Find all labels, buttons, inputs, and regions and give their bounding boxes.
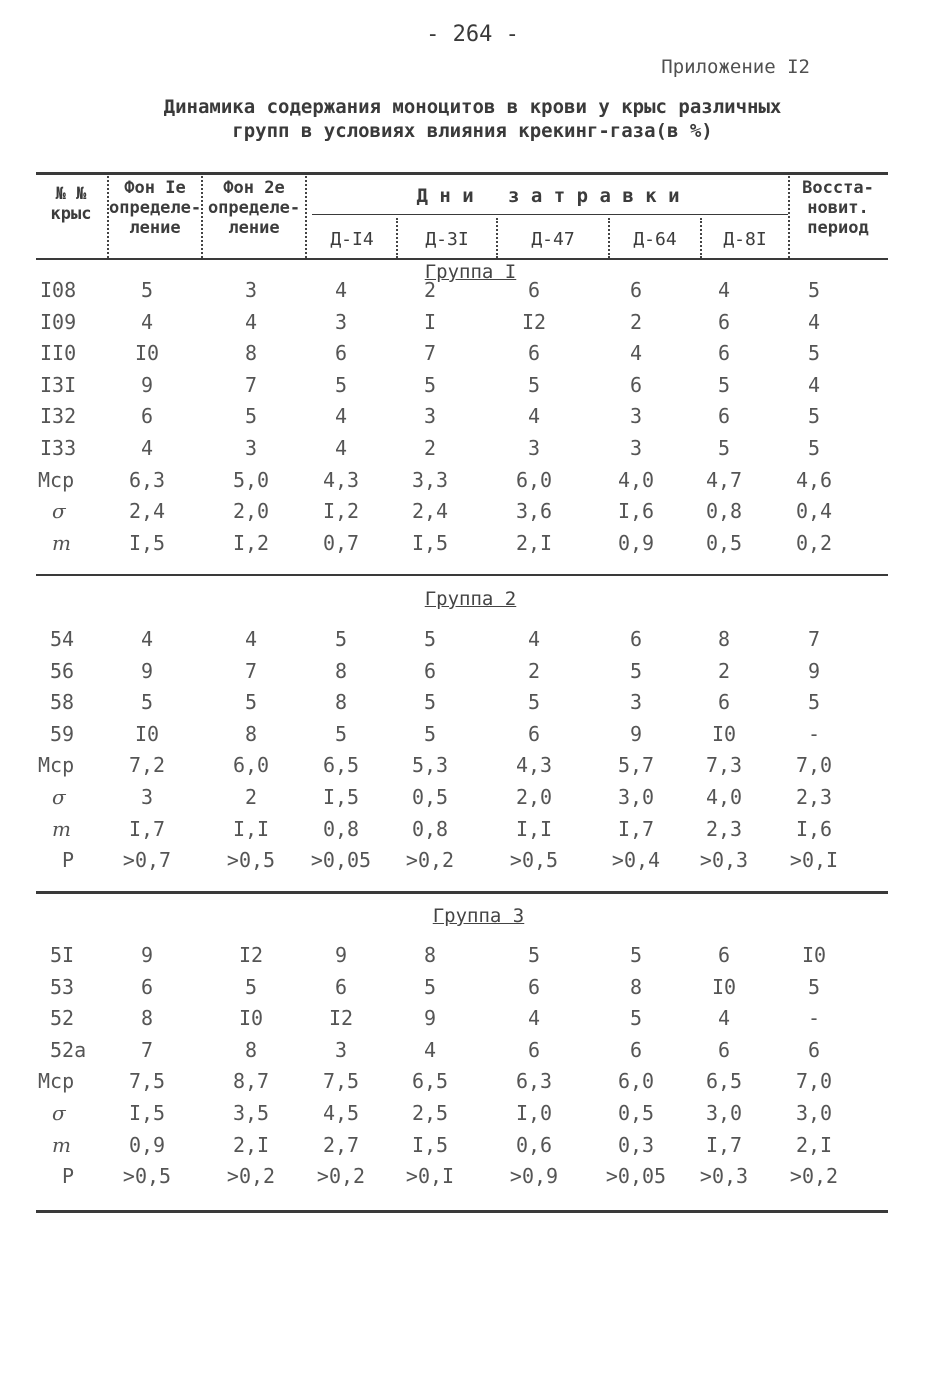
table-cell: 6,5 [322, 753, 360, 778]
table-cell: I0 [134, 341, 160, 366]
table-cell: 9 [423, 1006, 437, 1031]
table-row [0, 499, 945, 531]
table-cell: 0,5 [617, 1101, 655, 1125]
table-cell: 7 [807, 627, 821, 651]
table-cell: I0 [711, 974, 737, 999]
table-cell: 8 [334, 690, 348, 715]
table-cell: 3,0 [617, 785, 655, 809]
table-cell: 5 [807, 974, 821, 999]
table-row [0, 785, 945, 817]
table-cell: 2,5 [411, 1101, 449, 1125]
row-label: II0 [40, 341, 77, 366]
table-cell: 0,7 [322, 530, 360, 555]
table-cell: 4 [527, 627, 541, 651]
header-recovery-period: Восста- новит. период [802, 178, 874, 238]
group-3-title: Группа 3 [432, 905, 525, 927]
table-cell: 6 [717, 1037, 731, 1062]
row-label: σ [52, 499, 66, 524]
title-line-1: Динамика содержания моноцитов в крови у крыс различных [163, 96, 782, 118]
table-cell: 2,7 [322, 1132, 360, 1157]
header-fon-2: Фон 2е определе- ление [207, 178, 301, 238]
table-cell: 2,I [232, 1132, 270, 1157]
table-cell: 4,7 [705, 467, 743, 492]
header-top-rule [36, 172, 888, 175]
table-cell: 6 [140, 974, 154, 999]
table-cell: 4 [140, 436, 154, 460]
table-cell: 6 [527, 278, 541, 302]
table-cell: I0 [134, 721, 160, 746]
table-cell: 7,3 [705, 753, 743, 778]
table-row [0, 943, 945, 975]
table-cell: 5 [717, 372, 731, 397]
table-row [0, 659, 945, 691]
table-cell: 3 [244, 436, 258, 460]
table-row [0, 436, 945, 468]
table-row [0, 975, 945, 1007]
row-label: I3I [40, 372, 77, 397]
table-cell: 4 [807, 309, 821, 334]
table-cell: 2,4 [128, 499, 166, 524]
table-cell: 5 [423, 690, 437, 715]
table-cell: >0,I [789, 848, 839, 873]
table-cell: I2 [238, 943, 264, 967]
table-cell: 5 [334, 627, 348, 651]
table-cell: 0,8 [705, 499, 743, 524]
table-cell: 4,0 [617, 467, 655, 492]
table-cell: 4 [717, 1006, 731, 1031]
table-cell: 5 [807, 278, 821, 302]
row-label: σ [52, 1101, 66, 1125]
table-cell: 7,2 [128, 753, 166, 778]
table-cell: 6 [717, 309, 731, 334]
table-cell: I,5 [128, 1101, 166, 1125]
table-cell: 5 [334, 372, 348, 397]
row-label: Мср [38, 753, 75, 778]
table-cell: 9 [807, 658, 821, 683]
table-cell: 4,5 [322, 1101, 360, 1125]
table-cell: 7 [244, 658, 258, 683]
table-cell: 4 [717, 278, 731, 302]
table-cell: 2,4 [411, 499, 449, 524]
table-row [0, 1101, 945, 1133]
table-cell: 7,5 [322, 1069, 360, 1094]
table-cell: 5 [140, 690, 154, 715]
table-cell: 5 [807, 690, 821, 715]
table-cell: 5,0 [232, 467, 270, 492]
title-line-2: групп в условиях влияния крекинг-газа(в %) [232, 120, 713, 142]
table-cell: 5 [423, 627, 437, 651]
table-cell: 6,3 [515, 1069, 553, 1094]
table-cell: 4 [140, 627, 154, 651]
table-cell: 6 [629, 627, 643, 651]
table-cell: 5 [140, 278, 154, 302]
table-cell: I,7 [617, 816, 655, 841]
table-row [0, 817, 945, 849]
table-cell: I,6 [617, 499, 655, 524]
table-cell: 6,5 [705, 1069, 743, 1094]
row-label: m [52, 816, 71, 841]
row-label: m [52, 1132, 71, 1157]
row-label: I33 [40, 436, 77, 460]
row-label: 58 [50, 690, 75, 715]
table-cell: 2,I [795, 1132, 833, 1157]
row-label: I32 [40, 404, 77, 429]
header-day-81: Д-8I [723, 229, 767, 250]
table-cell: 4,3 [515, 753, 553, 778]
table-cell: 3 [629, 404, 643, 429]
table-bottom-rule [36, 1210, 888, 1213]
table-row [0, 627, 945, 659]
table-cell: 2,I [515, 530, 553, 555]
table-cell: 8 [629, 974, 643, 999]
table-cell: 8 [717, 627, 731, 651]
table-cell: 6 [334, 341, 348, 366]
row-label: m [52, 530, 71, 555]
table-cell: 9 [629, 721, 643, 746]
table-cell: 2 [423, 278, 437, 302]
table-cell: 5 [629, 943, 643, 967]
table-cell: I,I [232, 816, 270, 841]
table-cell: 5 [629, 658, 643, 683]
table-cell: 2,3 [705, 816, 743, 841]
table-cell: 6,0 [617, 1069, 655, 1094]
group-2-title: Группа 2 [424, 588, 517, 610]
row-label: P [62, 1164, 75, 1189]
table-cell: 7 [140, 1037, 154, 1062]
table-cell: 0,5 [411, 785, 449, 809]
table-cell: I,5 [411, 530, 449, 555]
row-label: 56 [50, 658, 75, 683]
table-cell: >0,2 [405, 848, 455, 873]
group-1-bottom-rule [36, 574, 888, 576]
table-cell: 3 [334, 309, 348, 334]
table-cell: 6 [717, 690, 731, 715]
row-label: 52а [50, 1037, 87, 1062]
table-cell: 6 [527, 341, 541, 366]
table-cell: 6 [807, 1037, 821, 1062]
table-cell: 0,8 [322, 816, 360, 841]
table-cell: 8,7 [232, 1069, 270, 1094]
table-cell: 5 [244, 404, 258, 429]
table-cell: 4,3 [322, 467, 360, 492]
table-cell: 0,6 [515, 1132, 553, 1157]
table-cell: 8 [244, 341, 258, 366]
row-label: 59 [50, 721, 75, 746]
table-row [0, 1006, 945, 1038]
table-cell: 3 [244, 278, 258, 302]
table-cell: I,7 [705, 1132, 743, 1157]
table-cell: 2 [527, 658, 541, 683]
table-cell: I,I [515, 816, 553, 841]
table-row [0, 468, 945, 500]
table-cell: I2 [521, 309, 547, 334]
table-cell: 8 [140, 1006, 154, 1031]
table-cell: 4 [244, 627, 258, 651]
table-cell: 8 [423, 943, 437, 967]
table-cell: 0,4 [795, 499, 833, 524]
table-cell: >0,9 [509, 1164, 559, 1189]
table-row [0, 753, 945, 785]
table-cell: 5 [527, 372, 541, 397]
table-row [0, 690, 945, 722]
table-row [0, 278, 945, 310]
table-cell: 6 [629, 278, 643, 302]
row-label: I09 [40, 309, 77, 334]
table-cell: 4 [527, 404, 541, 429]
table-cell: 2 [423, 436, 437, 460]
table-row [0, 1038, 945, 1070]
row-label: Мср [38, 467, 75, 492]
table-cell: 2,0 [515, 785, 553, 809]
header-fon-1: Фон Iе определе- ление [109, 178, 202, 238]
table-cell: 5 [717, 436, 731, 460]
table-cell: 5 [423, 372, 437, 397]
table-cell: 4 [334, 436, 348, 460]
table-cell: 4 [423, 1037, 437, 1062]
table-cell: 3 [140, 785, 154, 809]
table-cell: - [807, 1006, 821, 1031]
table-cell: 5 [334, 721, 348, 746]
table-row [0, 310, 945, 342]
table-cell: 5 [423, 974, 437, 999]
table-row [0, 722, 945, 754]
table-cell: 5 [807, 404, 821, 429]
table-cell: >0,I [405, 1164, 455, 1189]
table-cell: 7,0 [795, 1069, 833, 1094]
table-cell: I0 [801, 943, 827, 967]
table-cell: 6 [629, 1037, 643, 1062]
table-cell: I,5 [128, 530, 166, 555]
table-cell: 0,3 [617, 1132, 655, 1157]
row-label: 53 [50, 974, 75, 999]
table-cell: 0,5 [705, 530, 743, 555]
header-day-47: Д-47 [531, 229, 575, 250]
table-cell: 4,0 [705, 785, 743, 809]
table-cell: 2 [244, 785, 258, 809]
table-cell: 2 [629, 309, 643, 334]
table-cell: 3,5 [232, 1101, 270, 1125]
table-cell: 0,9 [128, 1132, 166, 1157]
table-cell: I,2 [322, 499, 360, 524]
table-cell: 4 [244, 309, 258, 334]
table-cell: 4 [140, 309, 154, 334]
table-cell: 3,6 [515, 499, 553, 524]
row-label: 52 [50, 1006, 75, 1031]
table-cell: I2 [328, 1006, 354, 1031]
table-cell: I0 [238, 1006, 264, 1031]
table-cell: 6,3 [128, 467, 166, 492]
table-cell: 6 [334, 974, 348, 999]
table-cell: 5 [244, 690, 258, 715]
table-cell: I,6 [795, 816, 833, 841]
row-label: 5I [50, 943, 75, 967]
table-cell: 9 [140, 658, 154, 683]
table-cell: 7,5 [128, 1069, 166, 1094]
table-cell: I,7 [128, 816, 166, 841]
table-cell: 5 [807, 436, 821, 460]
table-cell: 8 [244, 1037, 258, 1062]
table-row [0, 1133, 945, 1165]
table-cell: 3,0 [705, 1101, 743, 1125]
table-cell: 2,0 [232, 499, 270, 524]
table-cell: 3 [629, 436, 643, 460]
table-cell: >0,2 [316, 1164, 366, 1189]
header-bottom-rule [36, 258, 888, 260]
table-cell: I,2 [232, 530, 270, 555]
row-label: I08 [40, 278, 77, 302]
table-cell: 6 [527, 721, 541, 746]
table-cell: >0,5 [509, 848, 559, 873]
table-cell: 6 [717, 341, 731, 366]
table-cell: 0,2 [795, 530, 833, 555]
table-cell: 5 [807, 341, 821, 366]
table-row [0, 404, 945, 436]
table-cell: >0,5 [226, 848, 276, 873]
table-cell: 5 [423, 721, 437, 746]
row-label: 54 [50, 627, 75, 651]
header-separator [305, 176, 307, 258]
page-number: - 264 - [426, 22, 519, 47]
appendix-label: Приложение I2 [661, 56, 810, 78]
table-cell: 0,9 [617, 530, 655, 555]
table-row [0, 373, 945, 405]
table-cell: 2 [717, 658, 731, 683]
table-cell: 4 [334, 404, 348, 429]
table-cell: >0,3 [699, 848, 749, 873]
table-cell: 6 [717, 404, 731, 429]
table-cell: I,5 [411, 1132, 449, 1157]
header-day-64: Д-64 [633, 229, 677, 250]
table-cell: 9 [334, 943, 348, 967]
table-cell: 9 [140, 372, 154, 397]
table-cell: 6 [527, 1037, 541, 1062]
header-rat-number: № № крыс [50, 184, 92, 224]
days-subheader-rule [312, 214, 788, 215]
header-day-31: Д-3I [425, 229, 469, 250]
row-label: Мср [38, 1069, 75, 1094]
table-cell: 0,8 [411, 816, 449, 841]
table-cell: 6 [717, 943, 731, 967]
table-title [0, 95, 945, 143]
table-cell: - [807, 721, 821, 746]
group-2-bottom-rule [36, 891, 888, 894]
table-cell: >0,2 [789, 1164, 839, 1189]
table-cell: 5 [244, 974, 258, 999]
table-cell: 6 [629, 372, 643, 397]
table-cell: 5,3 [411, 753, 449, 778]
table-cell: 6,0 [232, 753, 270, 778]
table-row [0, 1069, 945, 1101]
table-cell: 2,3 [795, 785, 833, 809]
table-row [0, 1164, 945, 1196]
table-cell: >0,3 [699, 1164, 749, 1189]
table-cell: >0,4 [611, 848, 661, 873]
table-cell: I,5 [322, 785, 360, 809]
table-cell: 5 [629, 1006, 643, 1031]
table-cell: 4 [527, 1006, 541, 1031]
table-cell: >0,2 [226, 1164, 276, 1189]
table-cell: I0 [711, 721, 737, 746]
table-cell: 5 [527, 690, 541, 715]
table-cell: 6 [423, 658, 437, 683]
table-cell: 6,5 [411, 1069, 449, 1094]
table-cell: I [423, 309, 437, 334]
group-1-title: Группа I [424, 261, 517, 283]
table-cell: 7 [244, 372, 258, 397]
table-cell: >0,5 [122, 1164, 172, 1189]
row-label: σ [52, 785, 66, 809]
table-cell: 5,7 [617, 753, 655, 778]
table-cell: 4,6 [795, 467, 833, 492]
header-day-14: Д-I4 [330, 229, 374, 250]
table-cell: 8 [334, 658, 348, 683]
table-cell: 8 [244, 721, 258, 746]
table-cell: 4 [807, 372, 821, 397]
row-label: P [62, 848, 75, 873]
header-days-of-exposure: Д н и з а т р а в к и [416, 185, 680, 207]
table-cell: >0,05 [310, 848, 372, 873]
table-row [0, 848, 945, 880]
table-cell: 4 [629, 341, 643, 366]
table-cell: >0,7 [122, 848, 172, 873]
table-cell: 7 [423, 341, 437, 366]
table-cell: 3 [334, 1037, 348, 1062]
table-cell: 9 [140, 943, 154, 967]
table-row [0, 531, 945, 563]
table-cell: 3 [527, 436, 541, 460]
table-cell: 3,0 [795, 1101, 833, 1125]
table-cell: 7,0 [795, 753, 833, 778]
table-cell: 4 [334, 278, 348, 302]
table-cell: 5 [527, 943, 541, 967]
table-cell: 3 [629, 690, 643, 715]
table-cell: 3,3 [411, 467, 449, 492]
table-cell: 3 [423, 404, 437, 429]
table-cell: 6 [527, 974, 541, 999]
table-cell: I,0 [515, 1101, 553, 1125]
table-cell: 6 [140, 404, 154, 429]
table-cell: 6,0 [515, 467, 553, 492]
table-cell: >0,05 [605, 1164, 667, 1189]
table-row [0, 341, 945, 373]
